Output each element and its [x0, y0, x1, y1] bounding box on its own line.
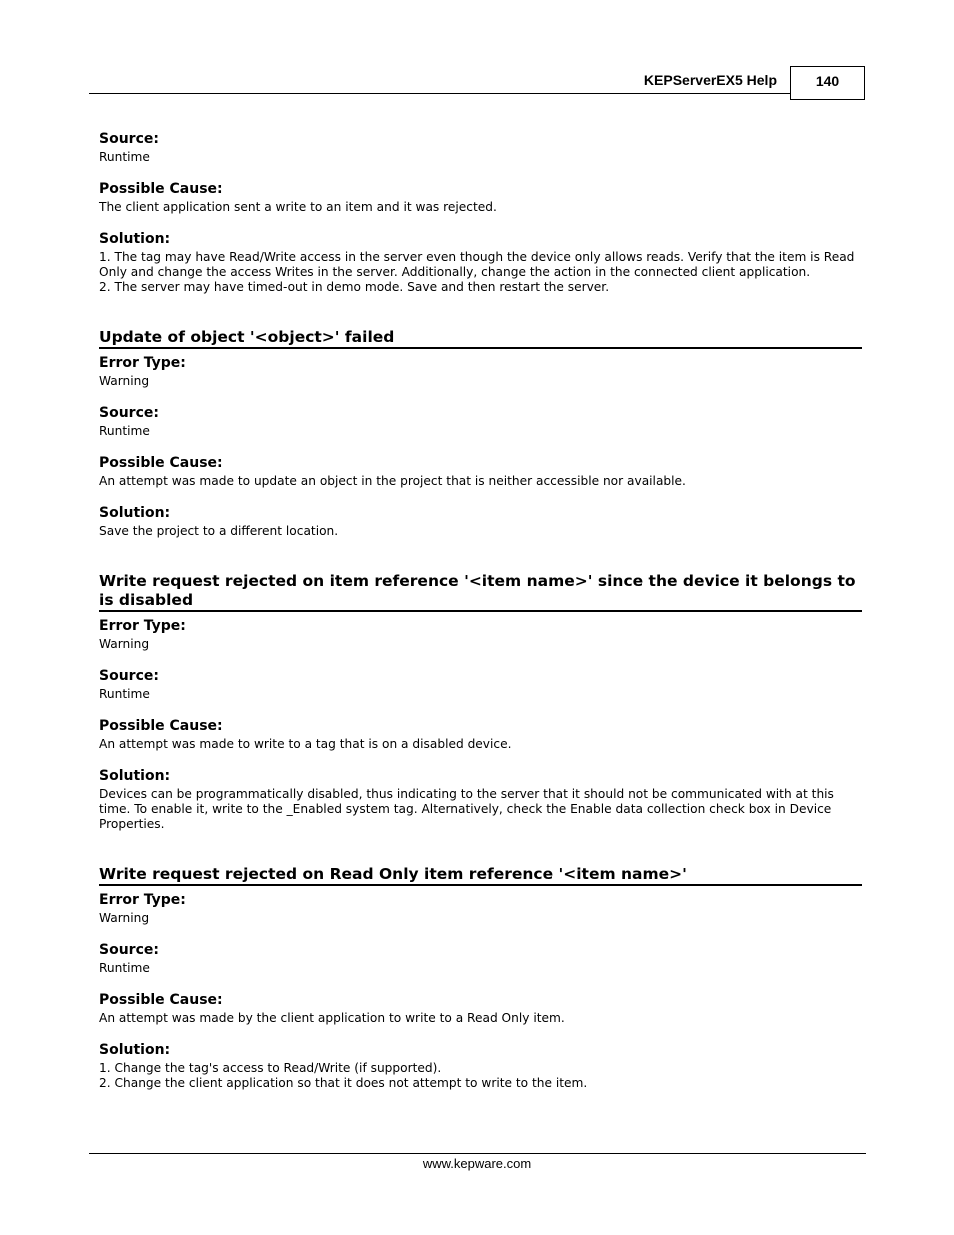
error-type-label: Error Type:: [99, 892, 186, 908]
error-type-label: Error Type:: [99, 618, 186, 634]
cause-label: Possible Cause:: [99, 992, 223, 1008]
header-title: KEPServerEX5 Help: [643, 72, 777, 88]
solution-label: Solution:: [99, 1042, 171, 1058]
footer-link[interactable]: www.kepware.com: [422, 1156, 532, 1171]
solution-label: Solution:: [99, 231, 171, 247]
error-type-value: Warning: [99, 911, 150, 925]
cause-label: Possible Cause:: [99, 181, 223, 197]
error-type-value: Warning: [99, 637, 150, 651]
solution-text: [99, 250, 862, 295]
page-number-box: 140: [790, 66, 865, 100]
source-value: Runtime: [99, 687, 150, 701]
solution-label: Solution:: [99, 505, 171, 521]
cause-label: Possible Cause:: [99, 718, 223, 734]
cause-value: The client application sent a write to an item and it was rejected.: [99, 200, 497, 214]
solution-line: 2. The server may have timed-out in demo mode. Save and then restart the server.: [99, 280, 610, 294]
source-label: Source:: [99, 942, 159, 958]
source-label: Source:: [99, 131, 159, 147]
solution-line: 1. The tag may have Read/Write access in the server even though the device only allows reads. Verify that the item is Read Only and change the access Writes in the server. Additionally, change the action in the connected client application.: [99, 250, 855, 279]
solution-line: Save the project to a different location.: [99, 524, 339, 538]
solution-line: 1. Change the tag's access to Read/Write (if supported).: [99, 1061, 442, 1075]
source-value: Runtime: [99, 150, 150, 164]
cause-value: An attempt was made to write to a tag that is on a disabled device.: [99, 737, 512, 751]
source-label: Source:: [99, 405, 159, 421]
solution-text: [99, 524, 862, 539]
cause-value: An attempt was made to update an object in the project that is neither accessible nor available.: [99, 474, 686, 488]
source-value: Runtime: [99, 961, 150, 975]
document-body: [99, 130, 862, 1106]
section-heading: Write request rejected on Read Only item reference '<item name>': [99, 865, 862, 886]
solution-label: Solution:: [99, 768, 171, 784]
cause-label: Possible Cause:: [99, 455, 223, 471]
solution-line: Devices can be programmatically disabled, thus indicating to the server that it should not be communicated with at this time. To enable it, write to the _Enabled system tag. Alternatively, check the Enable data collection check box in Device Properties.: [99, 787, 834, 831]
error-type-label: Error Type:: [99, 355, 186, 371]
footer-divider: [89, 1153, 866, 1154]
solution-text: [99, 787, 862, 832]
source-value: Runtime: [99, 424, 150, 438]
section-heading: Update of object '<object>' failed: [99, 328, 862, 349]
source-label: Source:: [99, 668, 159, 684]
solution-line: 2. Change the client application so that it does not attempt to write to the item.: [99, 1076, 588, 1090]
cause-value: An attempt was made by the client application to write to a Read Only item.: [99, 1011, 565, 1025]
error-type-value: Warning: [99, 374, 150, 388]
section-heading: Write request rejected on item reference '<item name>' since the device it belongs to is disabled: [99, 572, 862, 612]
solution-text: [99, 1061, 862, 1091]
header-divider: [89, 93, 791, 94]
